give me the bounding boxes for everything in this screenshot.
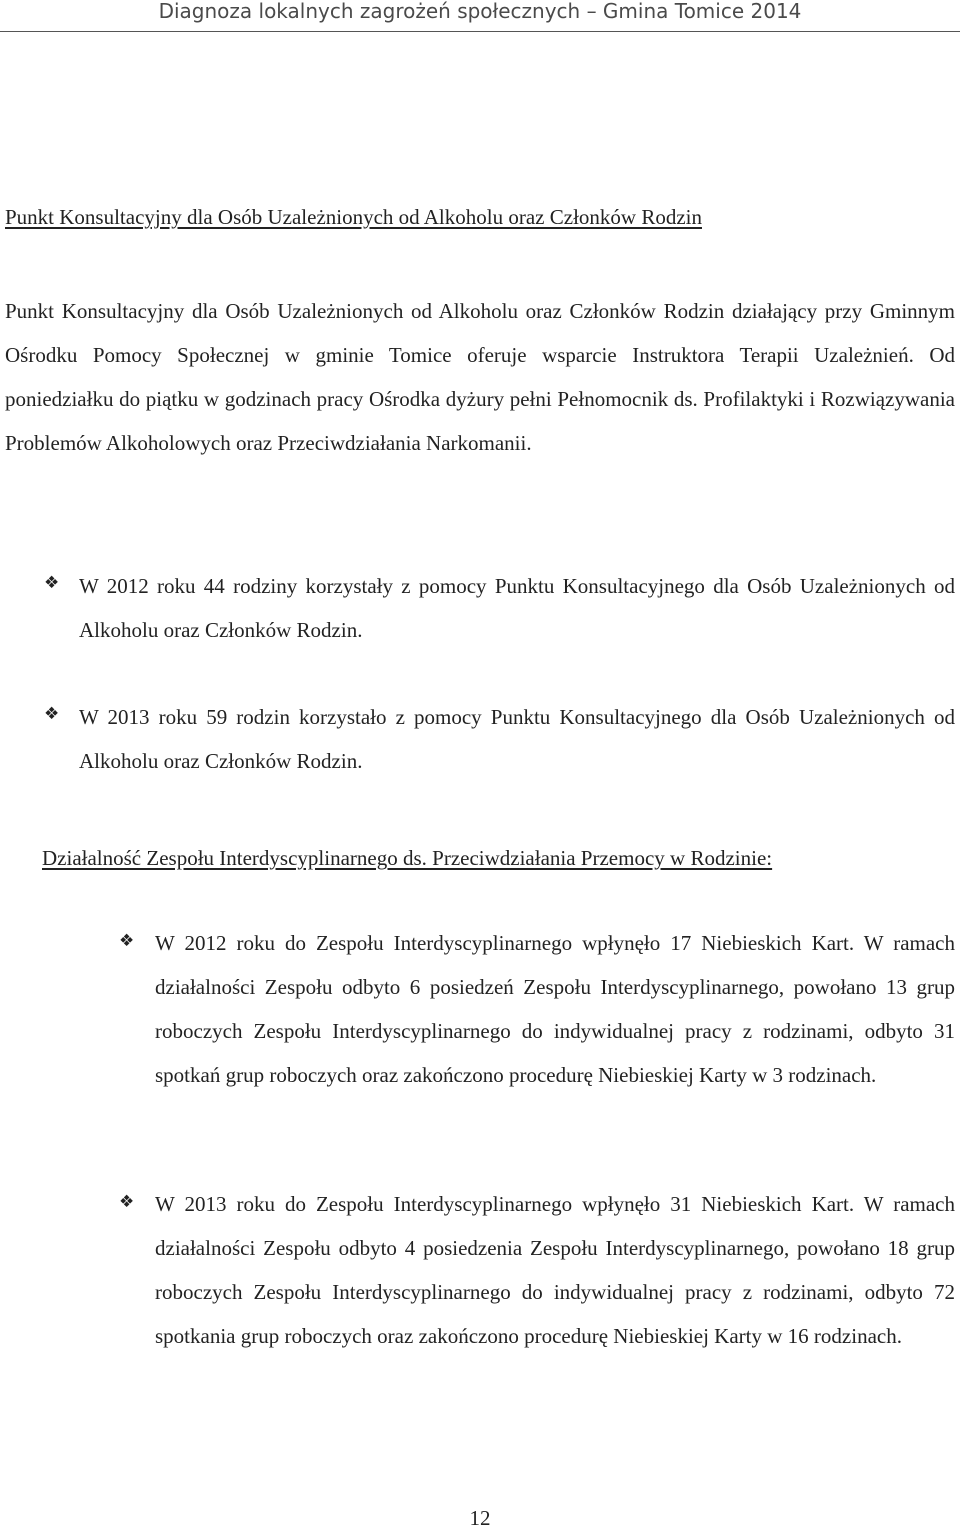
diamond-bullet-icon: ❖	[44, 573, 60, 593]
diamond-bullet-icon: ❖	[119, 931, 135, 951]
running-header: Diagnoza lokalnych zagrożeń społecznych – Gmina Tomice 2014	[158, 0, 802, 23]
list-item-2013-consultations: W 2013 roku 59 rodzin korzystało z pomocy Punktu Konsultacyjnego dla Osób Uzależnionych od Alkoholu oraz Członków Rodzin.	[79, 705, 955, 773]
diamond-bullet-icon: ❖	[44, 704, 60, 724]
section-heading-consultation-point: Punkt Konsultacyjny dla Osób Uzależnionych od Alkoholu oraz Członków Rodzin	[5, 205, 702, 229]
consultation-point-paragraph: Punkt Konsultacyjny dla Osób Uzależnionych od Alkoholu oraz Członków Rodzin działający przy Gminnym Ośrodku Pomocy Społecznej w gminie Tomice oferuje wsparcie Instruktora Terapii Uzależnień. Od poniedziałku do piątku w godzinach pracy Ośrodka dyżury pełni Pełnomocnik ds. Profilaktyki i Rozwiązywania Problemów Alkoholowych oraz Przeciwdziałania Narkomanii.	[5, 299, 955, 455]
list-item-2012-blue-cards: W 2012 roku do Zespołu Interdyscyplinarnego wpłynęło 17 Niebieskich Kart. W ramach działalności Zespołu odbyto 6 posiedzeń Zespołu Interdyscyplinarnego, powołano 13 grup roboczych Zespołu Interdyscyplinarnego do indywidualnej pracy z rodzinami, odbyto 31 spotkań grup roboczych oraz zakończono procedurę Niebieskiej Karty w 3 rodzinach.	[155, 931, 955, 1087]
header-divider	[0, 31, 960, 32]
list-item-2012-consultations: W 2012 roku 44 rodziny korzystały z pomocy Punktu Konsultacyjnego dla Osób Uzależnionych od Alkoholu oraz Członków Rodzin.	[79, 574, 955, 642]
diamond-bullet-icon: ❖	[119, 1192, 135, 1212]
list-item-2013-blue-cards: W 2013 roku do Zespołu Interdyscyplinarnego wpłynęło 31 Niebieskich Kart. W ramach działalności Zespołu odbyto 4 posiedzenia Zespołu Interdyscyplinarnego, powołano 18 grup roboczych Zespołu Interdyscyplinarnego do indywidualnej pracy z rodzinami, odbyto 72 spotkania grup roboczych oraz zakończono procedurę Niebieskiej Karty w 16 rodzinach.	[155, 1192, 955, 1348]
page-number: 12	[469, 1506, 491, 1530]
section-heading-interdisciplinary-team: Działalność Zespołu Interdyscyplinarnego ds. Przeciwdziałania Przemocy w Rodzinie:	[42, 846, 773, 870]
